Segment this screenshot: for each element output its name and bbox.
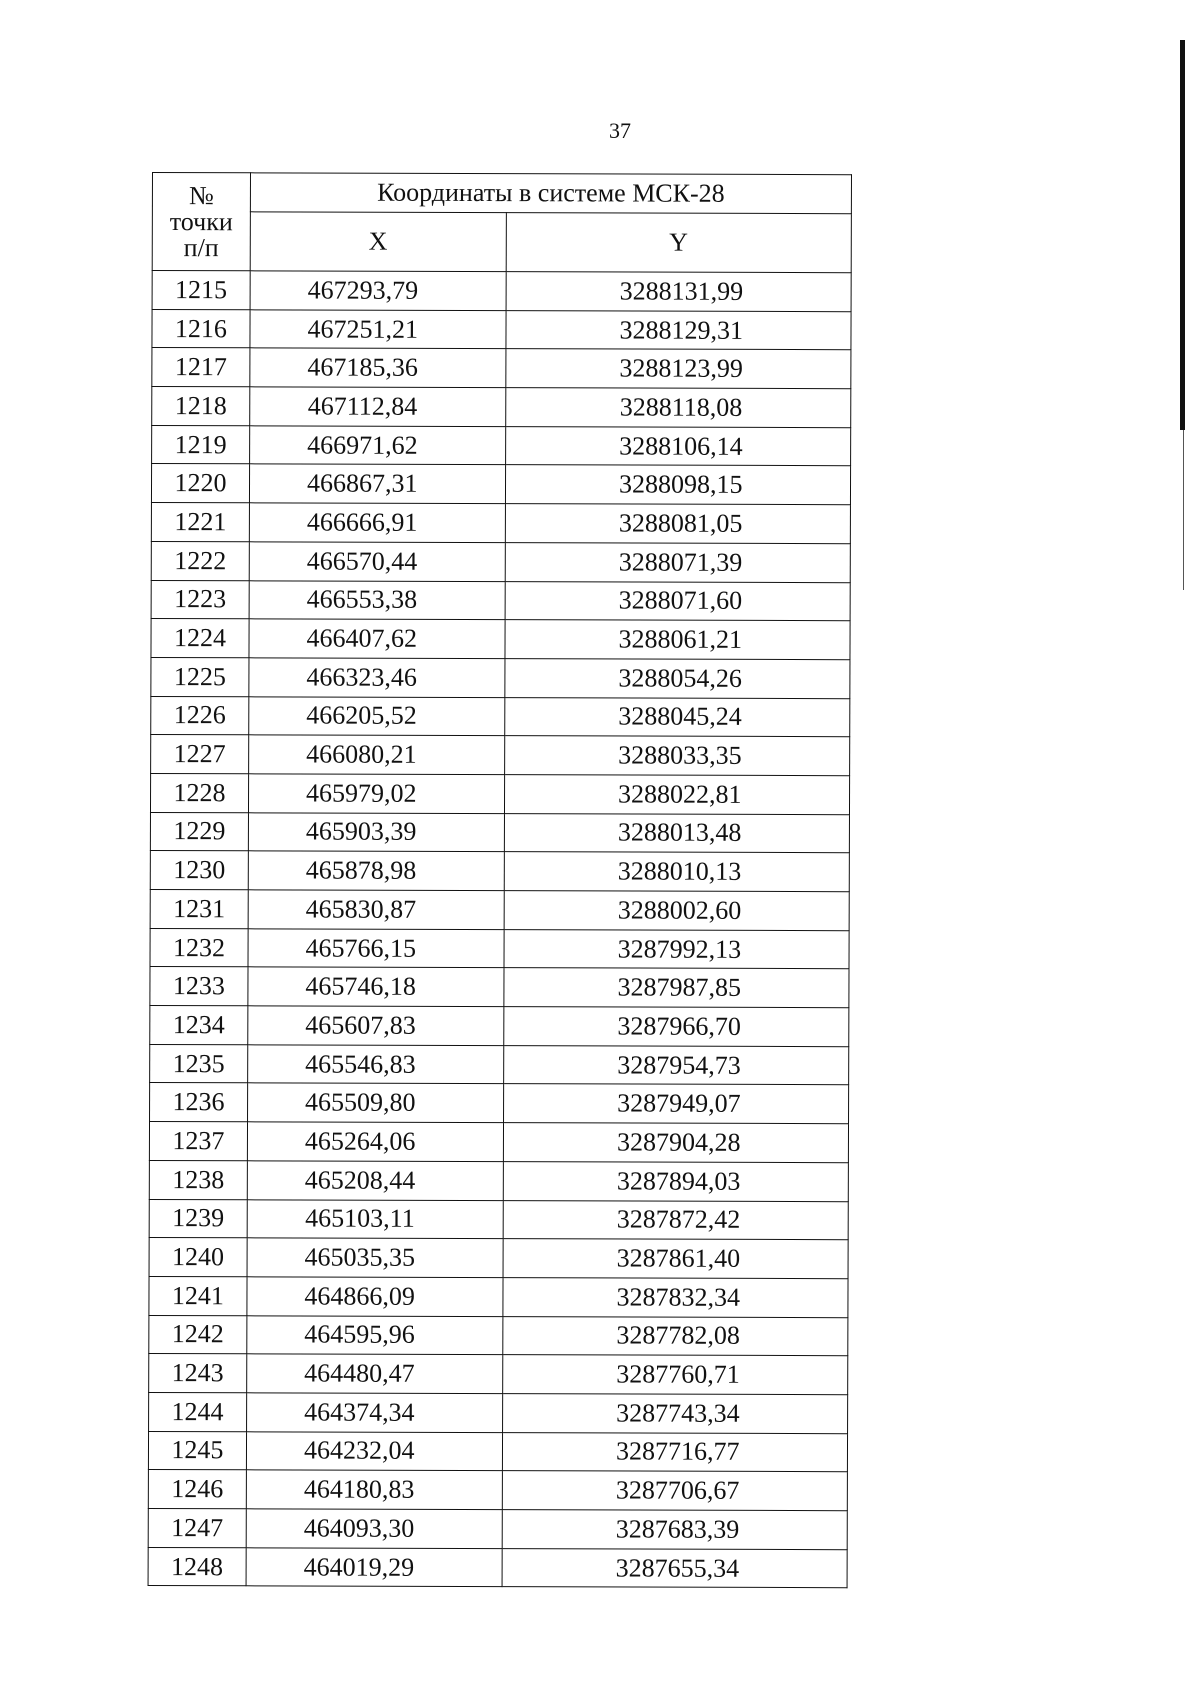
point-number-cell: 1237 — [149, 1122, 247, 1161]
point-number-cell: 1226 — [151, 696, 249, 735]
table-row — [149, 1354, 848, 1395]
y-coordinate-cell: 3287954,73 — [503, 1045, 849, 1085]
point-number-cell: 1244 — [149, 1392, 247, 1431]
x-coordinate-cell: 465264,06 — [247, 1122, 503, 1161]
x-coordinate-cell: 465208,44 — [247, 1161, 503, 1200]
point-number-cell: 1230 — [150, 851, 248, 890]
y-coordinate-cell: 3288129,31 — [506, 310, 852, 350]
x-coordinate-cell: 465746,18 — [248, 967, 504, 1006]
x-coordinate-cell: 465103,11 — [247, 1199, 503, 1238]
y-coordinate-cell: 3287760,71 — [502, 1355, 848, 1395]
y-coordinate-cell: 3288131,99 — [506, 272, 852, 312]
point-number-cell: 1245 — [148, 1431, 246, 1470]
y-coordinate-cell: 3287949,07 — [503, 1084, 849, 1124]
point-number-cell: 1234 — [150, 1006, 248, 1045]
table-row — [148, 1508, 847, 1549]
table-header — [152, 173, 851, 273]
x-coordinate-cell: 465607,83 — [248, 1006, 504, 1045]
table-row — [151, 735, 850, 776]
table-row — [148, 1547, 847, 1588]
x-coordinate-cell: 464019,29 — [246, 1547, 502, 1586]
x-coordinate-cell: 464232,04 — [246, 1431, 502, 1470]
point-number-cell: 1238 — [149, 1160, 247, 1199]
point-number-cell: 1232 — [150, 928, 248, 967]
y-coordinate-cell: 3288033,35 — [504, 736, 850, 776]
x-coordinate-cell: 466666,91 — [249, 503, 505, 542]
table-row — [149, 1199, 848, 1240]
y-coordinate-cell: 3287872,42 — [503, 1200, 849, 1240]
point-number-cell: 1242 — [149, 1315, 247, 1354]
x-coordinate-cell: 464595,96 — [247, 1315, 503, 1354]
y-coordinate-cell: 3288106,14 — [505, 426, 851, 466]
x-coordinate-cell: 465903,39 — [248, 812, 504, 851]
point-number-cell: 1217 — [152, 348, 250, 387]
point-number-cell: 1241 — [149, 1276, 247, 1315]
y-coordinate-cell: 3288013,48 — [504, 813, 850, 853]
y-coordinate-cell: 3288061,21 — [505, 620, 851, 660]
point-number-cell: 1231 — [150, 889, 248, 928]
x-coordinate-cell: 464180,83 — [246, 1470, 502, 1509]
point-number-cell: 1216 — [152, 309, 250, 348]
table-row — [150, 1044, 849, 1085]
y-coordinate-cell: 3288054,26 — [504, 658, 850, 698]
x-coordinate-cell: 466867,31 — [249, 464, 505, 503]
table-row — [149, 1392, 848, 1433]
table-row — [152, 348, 851, 389]
table-row — [151, 464, 850, 505]
table-row — [150, 812, 849, 853]
table-row — [152, 309, 851, 350]
y-coordinate-cell: 3287743,34 — [502, 1394, 848, 1434]
table-row — [151, 696, 850, 737]
y-coordinate-cell: 3287987,85 — [503, 968, 849, 1008]
y-coordinate-cell: 3287861,40 — [503, 1239, 849, 1279]
point-number-cell: 1248 — [148, 1547, 246, 1586]
scan-edge-mark-thin — [1183, 430, 1184, 590]
scan-edge-mark — [1180, 40, 1185, 430]
coordinates-system-header: Координаты в системе МСК-28 — [250, 173, 851, 214]
table-row — [150, 1083, 849, 1124]
point-number-cell: 1225 — [151, 657, 249, 696]
y-coordinate-cell: 3288118,08 — [505, 388, 851, 428]
point-number-header-line2: точки — [169, 206, 233, 236]
x-coordinate-cell: 464480,47 — [247, 1354, 503, 1393]
point-number-cell: 1247 — [148, 1508, 246, 1547]
x-coordinate-cell: 465546,83 — [248, 1045, 504, 1084]
table-row — [151, 619, 850, 660]
x-coordinate-cell: 465878,98 — [248, 851, 504, 890]
y-coordinate-cell: 3287655,34 — [502, 1548, 848, 1588]
point-number-header-line3: п/п — [183, 232, 219, 262]
header-row-1 — [152, 173, 851, 214]
x-coordinate-cell: 466205,52 — [249, 696, 505, 735]
x-coordinate-cell: 466323,46 — [249, 658, 505, 697]
x-coordinate-cell: 467112,84 — [250, 387, 506, 426]
table-row — [151, 503, 850, 544]
x-coordinate-cell: 466553,38 — [249, 580, 505, 619]
x-coordinate-cell: 464374,34 — [246, 1393, 502, 1432]
point-number-cell: 1227 — [151, 735, 249, 774]
point-number-cell: 1219 — [152, 425, 250, 464]
x-coordinate-cell: 466570,44 — [249, 542, 505, 581]
x-column-header: X — [250, 212, 506, 272]
y-coordinate-cell: 3288123,99 — [505, 349, 851, 389]
y-coordinate-cell: 3288098,15 — [505, 465, 851, 505]
y-coordinate-cell: 3288081,05 — [505, 504, 851, 544]
table-row — [150, 773, 849, 814]
point-number-cell: 1233 — [150, 967, 248, 1006]
table-row — [150, 928, 849, 969]
table-row — [151, 541, 850, 582]
x-coordinate-cell: 466971,62 — [249, 426, 505, 465]
y-coordinate-cell: 3287966,70 — [503, 1007, 849, 1047]
y-coordinate-cell: 3287706,67 — [502, 1471, 848, 1511]
table-row — [148, 1431, 847, 1472]
x-coordinate-cell: 465979,02 — [248, 774, 504, 813]
point-number-cell: 1240 — [149, 1238, 247, 1277]
y-coordinate-cell: 3287992,13 — [504, 929, 850, 969]
table-row — [150, 889, 849, 930]
point-number-cell: 1218 — [152, 387, 250, 426]
point-number-cell: 1224 — [151, 619, 249, 658]
y-column-header: Y — [506, 213, 852, 273]
table-row — [151, 657, 850, 698]
point-number-cell: 1246 — [148, 1470, 246, 1509]
table-row — [152, 387, 851, 428]
y-coordinate-cell: 3287683,39 — [502, 1510, 848, 1550]
x-coordinate-cell: 464093,30 — [246, 1509, 502, 1548]
point-number-cell: 1222 — [151, 541, 249, 580]
point-number-header-line1: № — [188, 180, 214, 210]
x-coordinate-cell: 467185,36 — [250, 348, 506, 387]
point-number-cell: 1223 — [151, 580, 249, 619]
table-row — [149, 1122, 848, 1163]
table-row — [148, 1470, 847, 1511]
point-number-cell: 1229 — [150, 812, 248, 851]
point-number-cell: 1235 — [150, 1044, 248, 1083]
header-row-2 — [152, 212, 851, 273]
table-row — [152, 425, 851, 466]
table-body — [148, 271, 851, 1589]
coordinates-table — [148, 172, 852, 1589]
y-coordinate-cell: 3288002,60 — [504, 891, 850, 931]
table-row — [149, 1238, 848, 1279]
y-coordinate-cell: 3287904,28 — [503, 1123, 849, 1163]
x-coordinate-cell: 466407,62 — [249, 619, 505, 658]
point-number-cell: 1220 — [151, 464, 249, 503]
x-coordinate-cell: 465766,15 — [248, 928, 504, 967]
point-number-cell: 1215 — [152, 271, 250, 310]
y-coordinate-cell: 3288045,24 — [504, 697, 850, 737]
y-coordinate-cell: 3287832,34 — [502, 1277, 848, 1317]
y-coordinate-cell: 3287782,08 — [502, 1316, 848, 1356]
y-coordinate-cell: 3287894,03 — [503, 1161, 849, 1201]
table-row — [150, 967, 849, 1008]
x-coordinate-cell: 465035,35 — [247, 1238, 503, 1277]
point-number-header — [152, 173, 250, 271]
table-row — [151, 580, 850, 621]
point-number-cell: 1228 — [150, 773, 248, 812]
y-coordinate-cell: 3287716,77 — [502, 1432, 848, 1472]
table-row — [149, 1315, 848, 1356]
y-coordinate-cell: 3288010,13 — [504, 852, 850, 892]
page-number: 37 — [609, 118, 631, 143]
point-number-cell: 1239 — [149, 1199, 247, 1238]
table-row — [149, 1160, 848, 1201]
table-row — [149, 1276, 848, 1317]
y-coordinate-cell: 3288022,81 — [504, 775, 850, 815]
point-number-cell: 1221 — [151, 503, 249, 542]
y-coordinate-cell: 3288071,60 — [505, 581, 851, 621]
point-number-cell: 1243 — [149, 1354, 247, 1393]
x-coordinate-cell: 465830,87 — [248, 890, 504, 929]
point-number-cell: 1236 — [150, 1083, 248, 1122]
x-coordinate-cell: 466080,21 — [249, 735, 505, 774]
x-coordinate-cell: 464866,09 — [247, 1277, 503, 1316]
x-coordinate-cell: 465509,80 — [247, 1083, 503, 1122]
y-coordinate-cell: 3288071,39 — [505, 542, 851, 582]
table-row — [150, 851, 849, 892]
x-coordinate-cell: 467293,79 — [250, 271, 506, 310]
x-coordinate-cell: 467251,21 — [250, 309, 506, 348]
table-row — [152, 271, 851, 312]
table-row — [150, 1006, 849, 1047]
